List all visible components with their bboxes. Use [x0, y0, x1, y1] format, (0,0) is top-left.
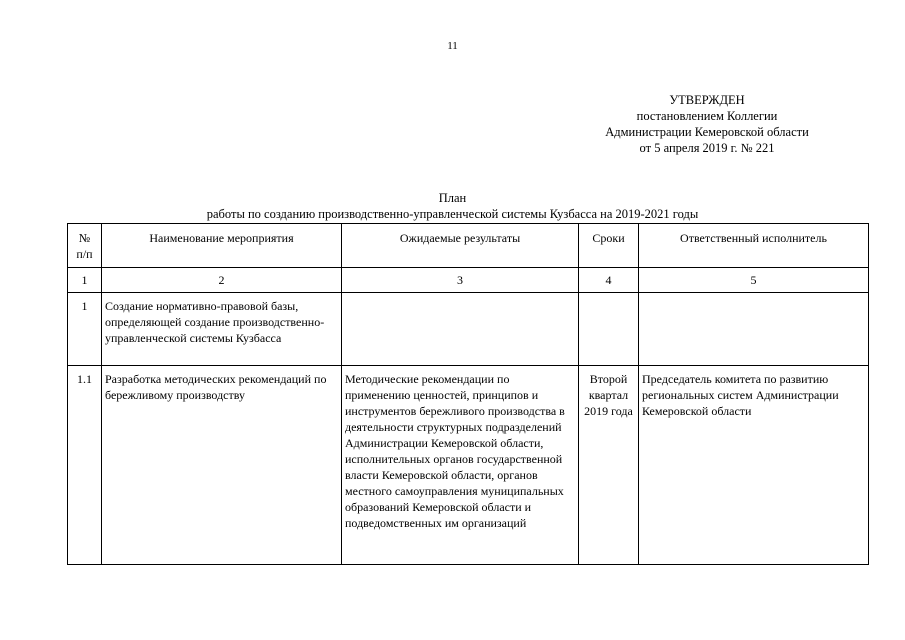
row-num: 1.1 — [68, 366, 102, 565]
column-number: 5 — [639, 268, 869, 293]
row-terms — [579, 293, 639, 366]
table-row — [68, 366, 869, 565]
row-executor: Председатель комитета по развитию региональных систем Администрации Кемеровской области — [639, 366, 869, 565]
column-number: 3 — [342, 268, 579, 293]
title-line-2: работы по созданию производственно-управленческой системы Кузбасса на 2019-2021 годы — [206, 207, 699, 221]
table-header-row — [68, 224, 869, 268]
column-number: 4 — [579, 268, 639, 293]
approval-stamp — [584, 92, 830, 156]
row-executor — [639, 293, 869, 366]
header-executor: Ответственный исполнитель — [639, 224, 869, 268]
approval-line-3: Администрации Кемеровской области — [605, 125, 809, 139]
row-num: 1 — [68, 293, 102, 366]
column-number-row — [68, 268, 869, 293]
row-name: Создание нормативно-правовой базы, определяющей создание производственно-управленческой системы Кузбасса — [102, 293, 342, 366]
row-results — [342, 293, 579, 366]
header-num — [68, 224, 102, 268]
plan-table — [67, 223, 869, 565]
header-name: Наименование мероприятия — [102, 224, 342, 268]
row-name: Разработка методических рекомендаций по бережливому производству — [102, 366, 342, 565]
header-results: Ожидаемые результаты — [342, 224, 579, 268]
row-results: Методические рекомендации по применению ценностей, принципов и инструментов бережливого производства в деятельности структурных подразделений Администрации Кемеровской области, исполнительных органов государственной власти Кемеровской области, органов местного самоуправления муниципальных образований Кемеровской области и подведомственных им организаций — [342, 366, 579, 565]
header-num-line-1: № — [78, 231, 91, 245]
row-terms: Второй квартал 2019 года — [579, 366, 639, 565]
header-num-line-2: п/п — [76, 247, 93, 261]
column-number: 1 — [68, 268, 102, 293]
title-line-1: План — [438, 191, 467, 205]
approval-line-2: постановлением Коллегии — [636, 109, 778, 123]
approval-line-1: УТВЕРЖДЕН — [669, 93, 745, 107]
page-number: 11 — [447, 40, 458, 52]
column-number: 2 — [102, 268, 342, 293]
header-terms: Сроки — [579, 224, 639, 268]
table-row — [68, 293, 869, 366]
approval-line-4: от 5 апреля 2019 г. № 221 — [639, 141, 775, 155]
document-title — [0, 190, 905, 222]
